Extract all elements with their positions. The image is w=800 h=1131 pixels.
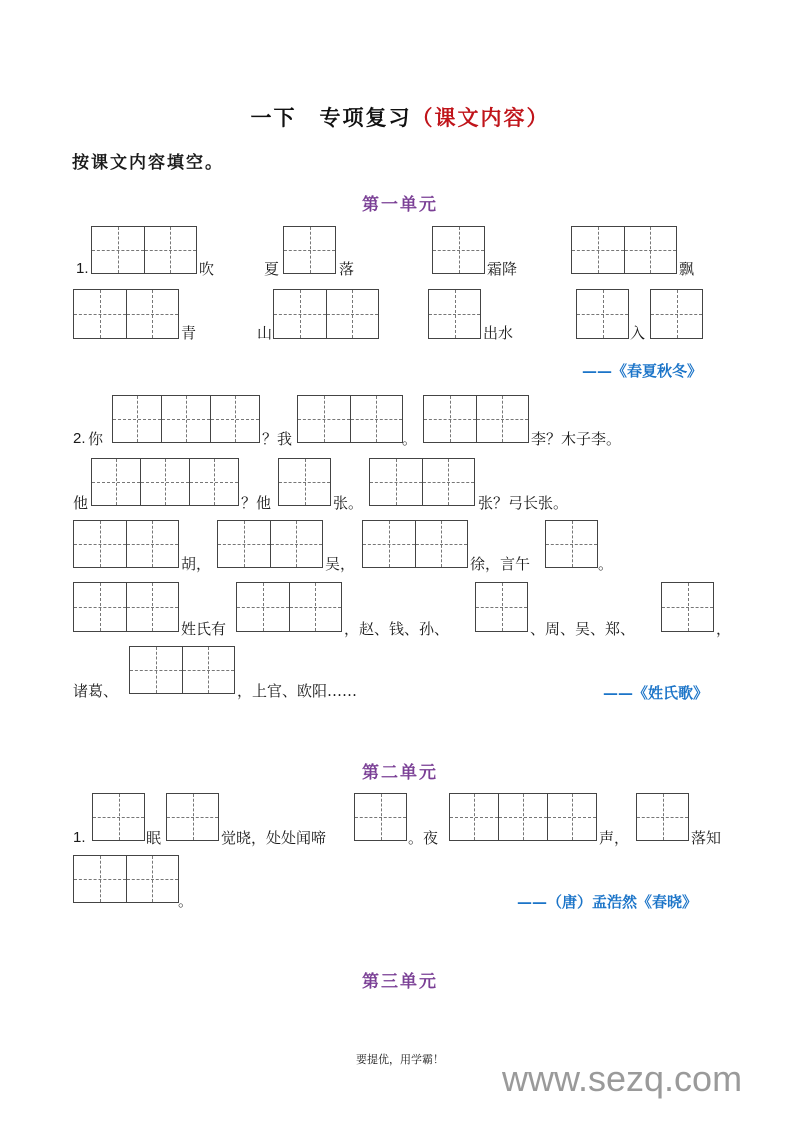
text-fragment: 落 bbox=[339, 260, 355, 278]
text-fragment: 出水 bbox=[483, 324, 514, 342]
answer-box-2[interactable] bbox=[273, 289, 379, 339]
answer-box-1[interactable] bbox=[576, 289, 629, 339]
answer-box-3[interactable] bbox=[91, 458, 239, 506]
item-number: 1. bbox=[73, 829, 86, 846]
answer-box-2[interactable] bbox=[91, 226, 197, 274]
item-number: 2. bbox=[73, 430, 86, 447]
answer-box-1[interactable] bbox=[650, 289, 703, 339]
text-fragment: 落知 bbox=[691, 829, 722, 847]
text-fragment: 、周、吴、郑、 bbox=[530, 620, 636, 638]
answer-box-2[interactable] bbox=[73, 855, 179, 903]
answer-box-2[interactable] bbox=[217, 520, 323, 568]
text-fragment: 姓氏有 bbox=[181, 620, 227, 638]
source-attribution: ——《春夏秋冬》 bbox=[582, 362, 703, 380]
item-number: 1. bbox=[76, 260, 89, 277]
text-fragment: 夏 bbox=[264, 260, 280, 278]
text-fragment: ？他 bbox=[241, 494, 272, 512]
unit-2-heading: 第二单元 bbox=[362, 763, 438, 783]
answer-box-1[interactable] bbox=[92, 793, 145, 841]
text-fragment: ，赵、钱、孙、 bbox=[344, 620, 450, 638]
answer-box-2[interactable] bbox=[129, 646, 235, 694]
answer-box-2[interactable] bbox=[73, 582, 179, 632]
text-fragment: 声， bbox=[599, 829, 630, 847]
answer-box-2[interactable] bbox=[73, 289, 179, 339]
text-fragment: 眠 bbox=[146, 829, 162, 847]
text-fragment: 青 bbox=[181, 324, 197, 342]
text-fragment: 入 bbox=[630, 324, 646, 342]
answer-box-2[interactable] bbox=[236, 582, 342, 632]
answer-box-2[interactable] bbox=[369, 458, 475, 506]
text-fragment: 山 bbox=[257, 324, 273, 342]
text-fragment: 。 bbox=[178, 892, 194, 910]
instruction-text: 按课文内容填空。 bbox=[72, 153, 224, 173]
answer-box-1[interactable] bbox=[166, 793, 219, 841]
title-main: 一下 专项复习 bbox=[250, 105, 412, 130]
text-fragment: 李？木子李。 bbox=[531, 430, 622, 448]
source-attribution: ——《姓氏歌》 bbox=[603, 684, 709, 702]
answer-box-3[interactable] bbox=[112, 395, 260, 443]
text-fragment: 飘 bbox=[679, 260, 695, 278]
text-fragment: ？我 bbox=[262, 430, 293, 448]
answer-box-1[interactable] bbox=[428, 289, 481, 339]
answer-box-1[interactable] bbox=[545, 520, 598, 568]
text-fragment: 吹 bbox=[199, 260, 215, 278]
answer-box-2[interactable] bbox=[73, 520, 179, 568]
text-fragment: 徐，言午 bbox=[470, 555, 531, 573]
answer-box-1[interactable] bbox=[278, 458, 331, 506]
answer-box-1[interactable] bbox=[636, 793, 689, 841]
text-fragment: 胡， bbox=[181, 555, 212, 573]
source-attribution: ——（唐）孟浩然《春晓》 bbox=[517, 893, 698, 911]
answer-box-1[interactable] bbox=[354, 793, 407, 841]
answer-box-1[interactable] bbox=[432, 226, 485, 274]
text-fragment: 吴， bbox=[325, 555, 356, 573]
answer-box-2[interactable] bbox=[571, 226, 677, 274]
unit-3-heading: 第三单元 bbox=[362, 972, 438, 992]
footer-slogan: 要提优，用学霸！ bbox=[356, 1053, 444, 1066]
text-fragment: 张？弓长张。 bbox=[478, 494, 569, 512]
answer-box-2[interactable] bbox=[423, 395, 529, 443]
watermark: www.sezq.com bbox=[502, 1058, 743, 1099]
text-fragment: 诸葛、 bbox=[73, 682, 119, 700]
text-fragment: ， bbox=[716, 620, 732, 638]
unit-1-heading: 第一单元 bbox=[362, 195, 438, 215]
answer-box-1[interactable] bbox=[661, 582, 714, 632]
text-fragment: 觉晓，处处闻啼 bbox=[221, 829, 327, 847]
text-fragment: 。 bbox=[598, 555, 614, 573]
text-fragment: 。 bbox=[402, 430, 418, 448]
answer-box-1[interactable] bbox=[283, 226, 336, 274]
text-fragment: 。夜 bbox=[408, 829, 439, 847]
answer-box-1[interactable] bbox=[475, 582, 528, 632]
text-fragment: 他 bbox=[73, 494, 89, 512]
answer-box-2[interactable] bbox=[297, 395, 403, 443]
text-fragment: 你 bbox=[88, 430, 104, 448]
text-fragment: ，上官、欧阳…… bbox=[237, 682, 358, 700]
page-title bbox=[0, 102, 800, 132]
answer-box-3[interactable] bbox=[449, 793, 597, 841]
title-sub: （课文内容） bbox=[411, 105, 550, 130]
text-fragment: 霜降 bbox=[487, 260, 518, 278]
text-fragment: 张。 bbox=[333, 494, 364, 512]
answer-box-2[interactable] bbox=[362, 520, 468, 568]
